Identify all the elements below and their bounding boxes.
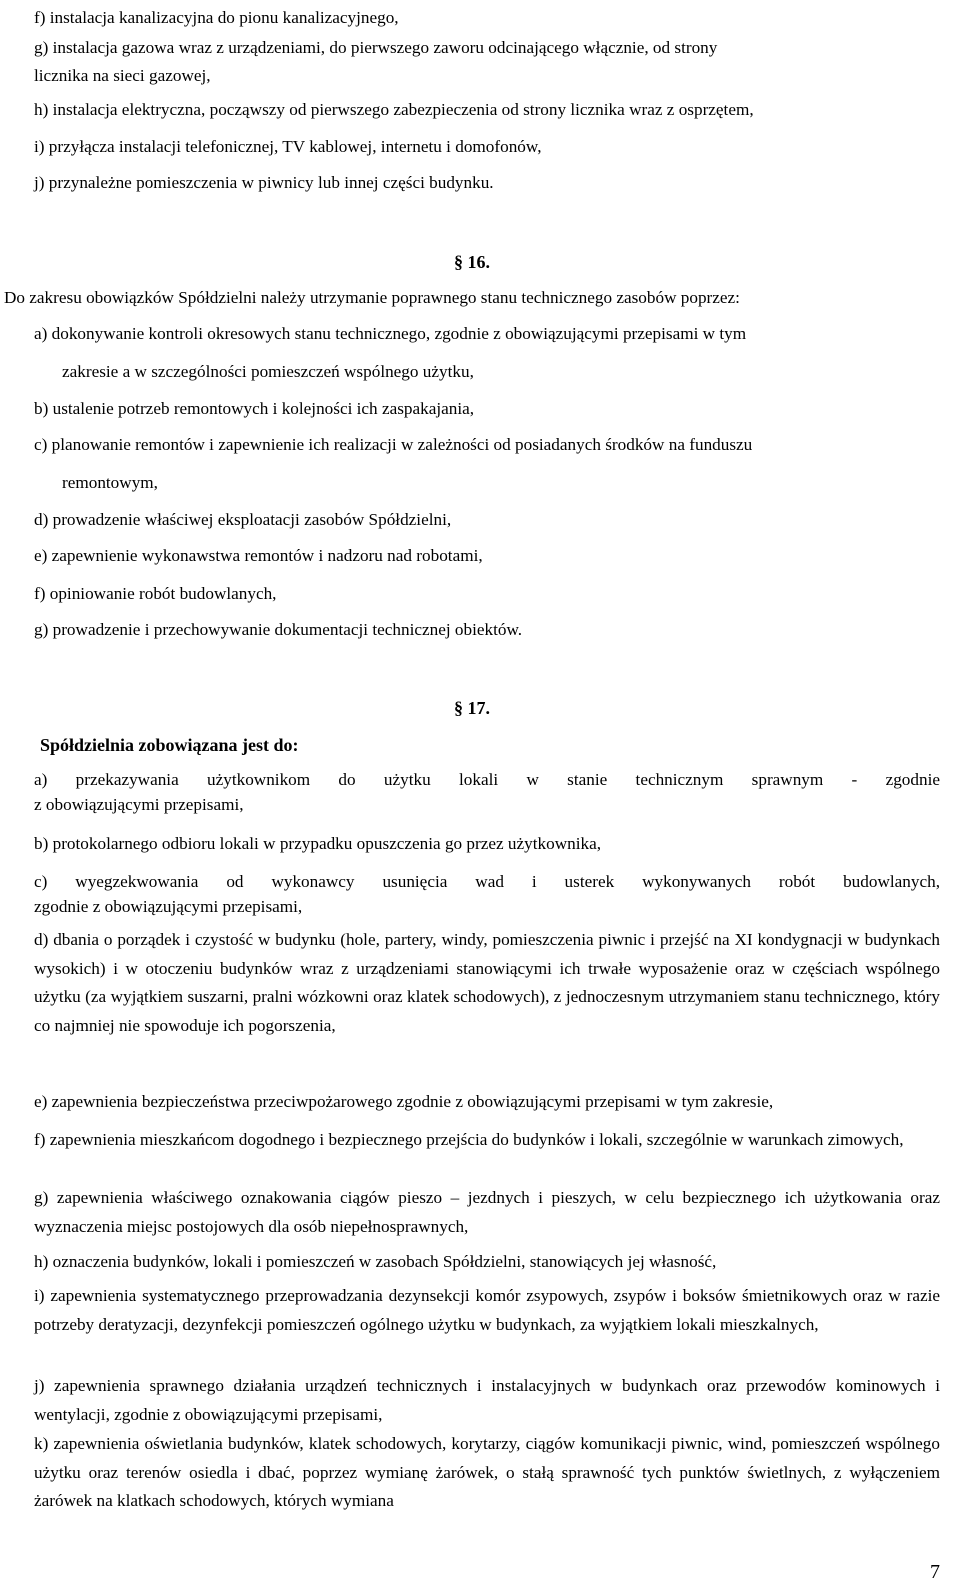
section-17-item-a: a) przekazywania użytkownikom do użytku lokali w stanie technicznym sprawnym - zgodnie: [34, 770, 940, 789]
section-16-item-f: f) opiniowanie robót budowlanych,: [34, 584, 277, 603]
list-item-f: f) instalacja kanalizacyjna do pionu kanalizacyjnego,: [34, 8, 399, 27]
section-16-item-d: d) prowadzenie właściwej eksploatacji zasobów Spółdzielni,: [34, 510, 452, 529]
list-item-g: g) instalacja gazowa wraz z urządzeniami, do pierwszego zaworu odcinającego włącznie, od strony: [34, 38, 718, 57]
list-item-j: j) przynależne pomieszczenia w piwnicy lub innej części budynku.: [34, 173, 494, 192]
section-17-item-i: i) zapewnienia systematycznego przeprowadzania dezynsekcji komór zsypowych, zsypów i boksów śmietnikowych oraz w razie potrzeby deratyzacji, dezynfekcji pomieszczeń ogólnego użytku w budynkach, za wyjątkiem lokali mieszkalnych,: [34, 1286, 940, 1334]
section-17-item-c: c) wyegzekwowania od wykonawcy usunięcia wad i usterek wykonywanych robót budowlanych,: [34, 872, 940, 891]
section-16-item-b: b) ustalenie potrzeb remontowych i kolejności ich zaspakajania,: [34, 399, 475, 418]
section-16-item-a-cont: zakresie a w szczególności pomieszczeń wspólnego użytku,: [62, 362, 474, 381]
section-17-item-e: e) zapewnienia bezpieczeństwa przeciwpożarowego zgodnie z obowiązującymi przepisami w tym zakresie,: [34, 1092, 774, 1111]
section-17-item-c-cont: zgodnie z obowiązującymi przepisami,: [34, 897, 303, 916]
section-16-item-a: a) dokonywanie kontroli okresowych stanu technicznego, zgodnie z obowiązującymi przepisami w tym: [34, 324, 747, 343]
page-number: 7: [930, 1561, 940, 1583]
section-17-number: § 17.: [454, 698, 490, 718]
section-17-item-g: g) zapewnienia właściwego oznakowania ciągów pieszo – jezdnych i pieszych, w celu bezpiecznego ich użytkowania oraz wyznaczenia miejsc postojowych dla osób niepełnosprawnych,: [34, 1188, 940, 1236]
section-17-item-f: f) zapewnienia mieszkańcom dogodnego i bezpiecznego przejścia do budynków i lokali, szczególnie w warunkach zimowych,: [34, 1130, 904, 1149]
list-item-g-cont: licznika na sieci gazowej,: [34, 66, 211, 85]
section-17-item-j: j) zapewnienia sprawnego działania urządzeń technicznych i instalacyjnych w budynkach oraz przewodów kominowych i wentylacji, zgodnie z obowiązującymi przepisami,: [34, 1376, 940, 1424]
section-16-number: § 16.: [454, 252, 490, 272]
section-17-item-d: d) dbania o porządek i czystość w budynku (hole, partery, windy, pomieszczenia piwnic i przejść na XI kondygnacji w budynkach wysokich) i w otoczeniu budynków wraz z urządzeniami stanowiącymi ich trwałe wyposażenie oraz w częściach wspólnego użytku (za wyjątkiem suszarni, pralni wózkowni oraz klatek schodowych), z jednoczesnym utrzymaniem stanu technicznego, który co najmniej nie spowoduje ich pogorszenia,: [34, 930, 940, 1035]
section-16-item-c-cont: remontowym,: [62, 473, 158, 492]
section-16-item-c: c) planowanie remontów i zapewnienie ich realizacji w zależności od posiadanych środków na funduszu: [34, 435, 753, 454]
section-17-heading: Spółdzielnia zobowiązana jest do:: [40, 735, 299, 755]
section-17-item-k: k) zapewnienia oświetlania budynków, klatek schodowych, korytarzy, ciągów komunikacji piwnic, wind, pomieszczeń wspólnego użytku oraz terenów osiedla i dbać, poprzez wymianę żarówek, o stałą sprawność tych punktów świetlnych, z wyłączeniem żarówek na klatkach schodowych, których wymiana: [34, 1434, 940, 1510]
section-17-item-h: h) oznaczenia budynków, lokali i pomieszczeń w zasobach Spółdzielni, stanowiących jej własność,: [34, 1252, 717, 1271]
section-16-item-e: e) zapewnienie wykonawstwa remontów i nadzoru nad robotami,: [34, 546, 483, 565]
section-16-intro: Do zakresu obowiązków Spółdzielni należy utrzymanie poprawnego stanu technicznego zasobów poprzez:: [4, 288, 740, 307]
section-17-item-a-cont: z obowiązującymi przepisami,: [34, 795, 244, 814]
list-item-h: h) instalacja elektryczna, począwszy od pierwszego zabezpieczenia od strony licznika wraz z osprzętem,: [34, 100, 754, 119]
section-16-item-g: g) prowadzenie i przechowywanie dokumentacji technicznej obiektów.: [34, 620, 523, 639]
section-17-item-b: b) protokolarnego odbioru lokali w przypadku opuszczenia go przez użytkownika,: [34, 834, 602, 853]
list-item-i: i) przyłącza instalacji telefonicznej, TV kablowej, internetu i domofonów,: [34, 137, 542, 156]
